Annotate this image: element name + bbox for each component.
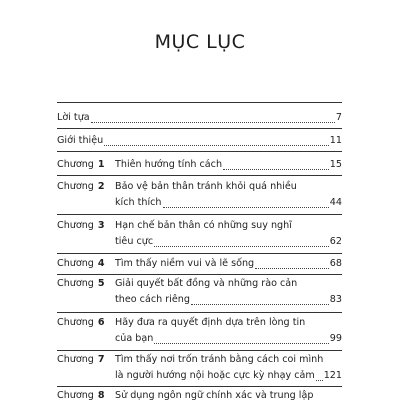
entry-title-continued: của bạn xyxy=(115,333,154,344)
page-number: 62 xyxy=(329,236,342,247)
page-number: 44 xyxy=(329,197,342,208)
divider xyxy=(57,214,342,215)
dot-leader xyxy=(223,168,329,170)
chapter-label: Chương 5 xyxy=(57,278,105,289)
chapter-label: Chương 3 xyxy=(57,220,105,231)
dot-leader xyxy=(91,121,335,123)
toc-entry-chapter-8[interactable] xyxy=(57,388,342,404)
page-title: MỤC LỤC xyxy=(154,31,246,53)
dot-leader xyxy=(104,144,329,146)
dot-leader xyxy=(255,267,329,269)
dot-leader xyxy=(163,206,329,208)
entry-title: Bảo vệ bản thân tránh khỏi quá nhiều xyxy=(115,181,297,192)
toc-entry-introduction[interactable] xyxy=(57,133,342,149)
entry-title: Giải quyết bất đồng và những rào cản xyxy=(115,278,298,289)
entry-title-continued: là người hướng nội hoặc cực kỳ nhạy cảm xyxy=(115,370,315,381)
entry-title: Sử dụng ngôn ngữ chính xác và trung lập xyxy=(115,390,314,401)
dot-leader xyxy=(191,303,329,305)
divider xyxy=(57,312,342,313)
page-number: 11 xyxy=(329,135,342,146)
divider xyxy=(57,128,342,129)
divider xyxy=(57,386,342,387)
page-number: 83 xyxy=(329,294,342,305)
divider xyxy=(57,151,342,152)
chapter-label: Chương 4 xyxy=(57,258,105,269)
dot-leader xyxy=(316,379,323,381)
chapter-label: Chương 8 xyxy=(57,390,105,401)
divider xyxy=(57,350,342,351)
entry-title: Hạn chế bản thân có những suy nghĩ xyxy=(115,220,292,231)
page-number: 99 xyxy=(329,333,342,344)
page-number: 121 xyxy=(323,370,342,381)
chapter-label: Chương 6 xyxy=(57,317,105,328)
page-number: 68 xyxy=(329,258,342,269)
toc-entry-preface[interactable] xyxy=(57,110,342,126)
dot-leader xyxy=(154,342,328,344)
entry-title: Tìm thấy nơi trốn tránh bằng cách coi mình xyxy=(115,354,324,365)
toc-entry-chapter-3[interactable] xyxy=(57,218,342,250)
toc-entry-chapter-1[interactable] xyxy=(57,157,342,173)
entry-title: Giới thiệu xyxy=(57,135,104,146)
toc-entry-chapter-7[interactable] xyxy=(57,352,342,384)
chapter-label: Chương 7 xyxy=(57,354,105,365)
chapter-label: Chương 1 xyxy=(57,159,105,170)
entry-title-continued: theo cách riêng xyxy=(115,294,190,305)
toc-entry-chapter-4[interactable] xyxy=(57,256,342,272)
entry-title-continued: tiêu cực xyxy=(115,236,154,247)
divider xyxy=(57,175,342,176)
toc-entry-chapter-5[interactable] xyxy=(57,276,342,308)
page-number: 7 xyxy=(335,112,342,123)
entry-title: Lời tựa xyxy=(57,112,90,123)
entry-title: Hãy đưa ra quyết định dựa trên lòng tin xyxy=(115,317,306,328)
divider xyxy=(57,102,342,103)
chapter-label: Chương 2 xyxy=(57,181,105,192)
divider xyxy=(57,253,342,254)
page-number: 15 xyxy=(329,159,342,170)
toc-entry-chapter-2[interactable] xyxy=(57,179,342,211)
entry-title-continued: kích thích xyxy=(115,197,162,208)
entry-title: Tìm thấy niềm vui và lẽ sống xyxy=(115,258,255,269)
divider xyxy=(57,274,342,275)
toc-entry-chapter-6[interactable] xyxy=(57,315,342,347)
entry-title: Thiên hướng tính cách xyxy=(115,159,223,170)
dot-leader xyxy=(154,245,329,247)
